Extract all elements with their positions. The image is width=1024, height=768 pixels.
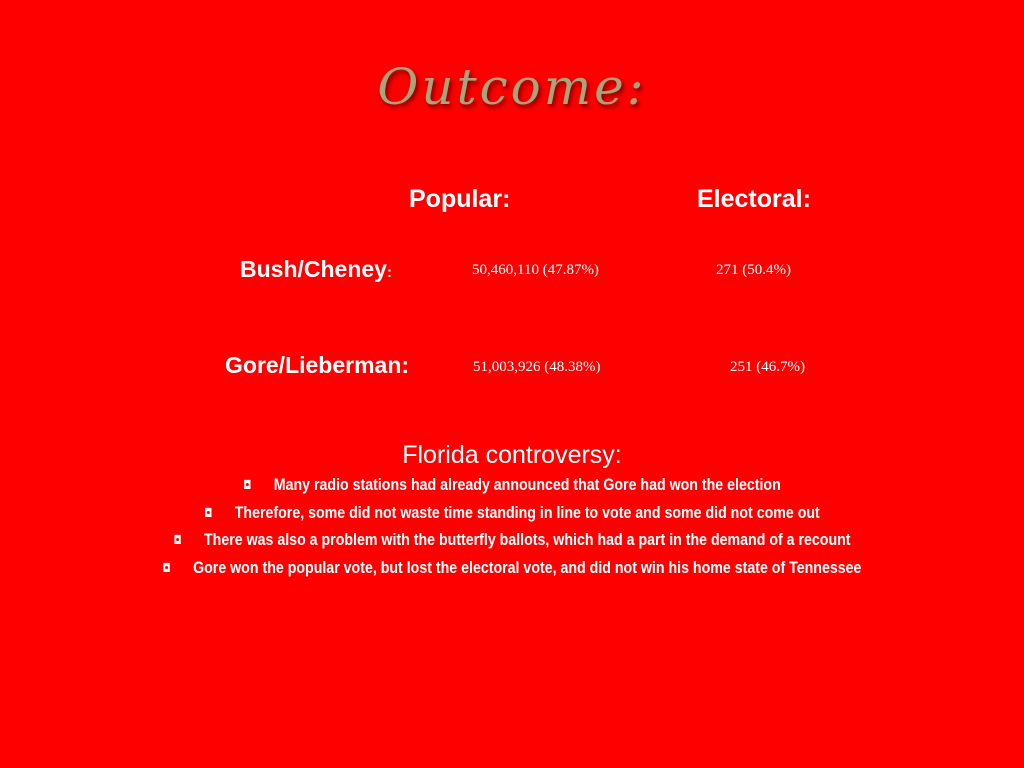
electoral-value-bush: 271 (50.4%) [716,262,791,278]
florida-controversy-heading: Florida controversy: [402,441,622,469]
square-bullet-icon: ◘ [162,560,171,575]
candidate-name-bush: Bush/Cheney [240,256,387,282]
popular-value-gore: 51,003,926 (48.38%) [473,359,601,375]
square-bullet-icon: ◘ [204,505,213,520]
popular-value-bush: 50,460,110 (47.87%) [472,262,599,278]
list-item [132,559,892,578]
candidate-colon: : [386,264,392,281]
slide-title: Outcome: [377,58,647,116]
electoral-header: Electoral: [697,185,811,213]
square-bullet-icon: ◘ [243,478,252,492]
list-item-text: There was also a problem with the butterfly ballots, which had a part in the demand of a recount [203,531,851,549]
electoral-value-gore: 251 (46.7%) [730,359,805,375]
florida-bullet-list [70,476,954,586]
list-item [132,531,892,550]
list-item [132,476,892,495]
candidate-row-bush [240,256,392,283]
list-item [132,504,892,523]
candidate-name-gore: Gore/Lieberman: [225,352,410,378]
list-item-text: Gore won the popular vote, but lost the electoral vote, and did not win his home state of Tennessee [193,558,862,577]
list-item-text: Therefore, some did not waste time standing in line to vote and some did not come out [234,503,820,522]
square-bullet-icon: ◘ [173,533,182,547]
popular-header: Popular: [409,185,511,213]
list-item-text: Many radio stations had already announced that Gore had won the election [273,476,781,494]
